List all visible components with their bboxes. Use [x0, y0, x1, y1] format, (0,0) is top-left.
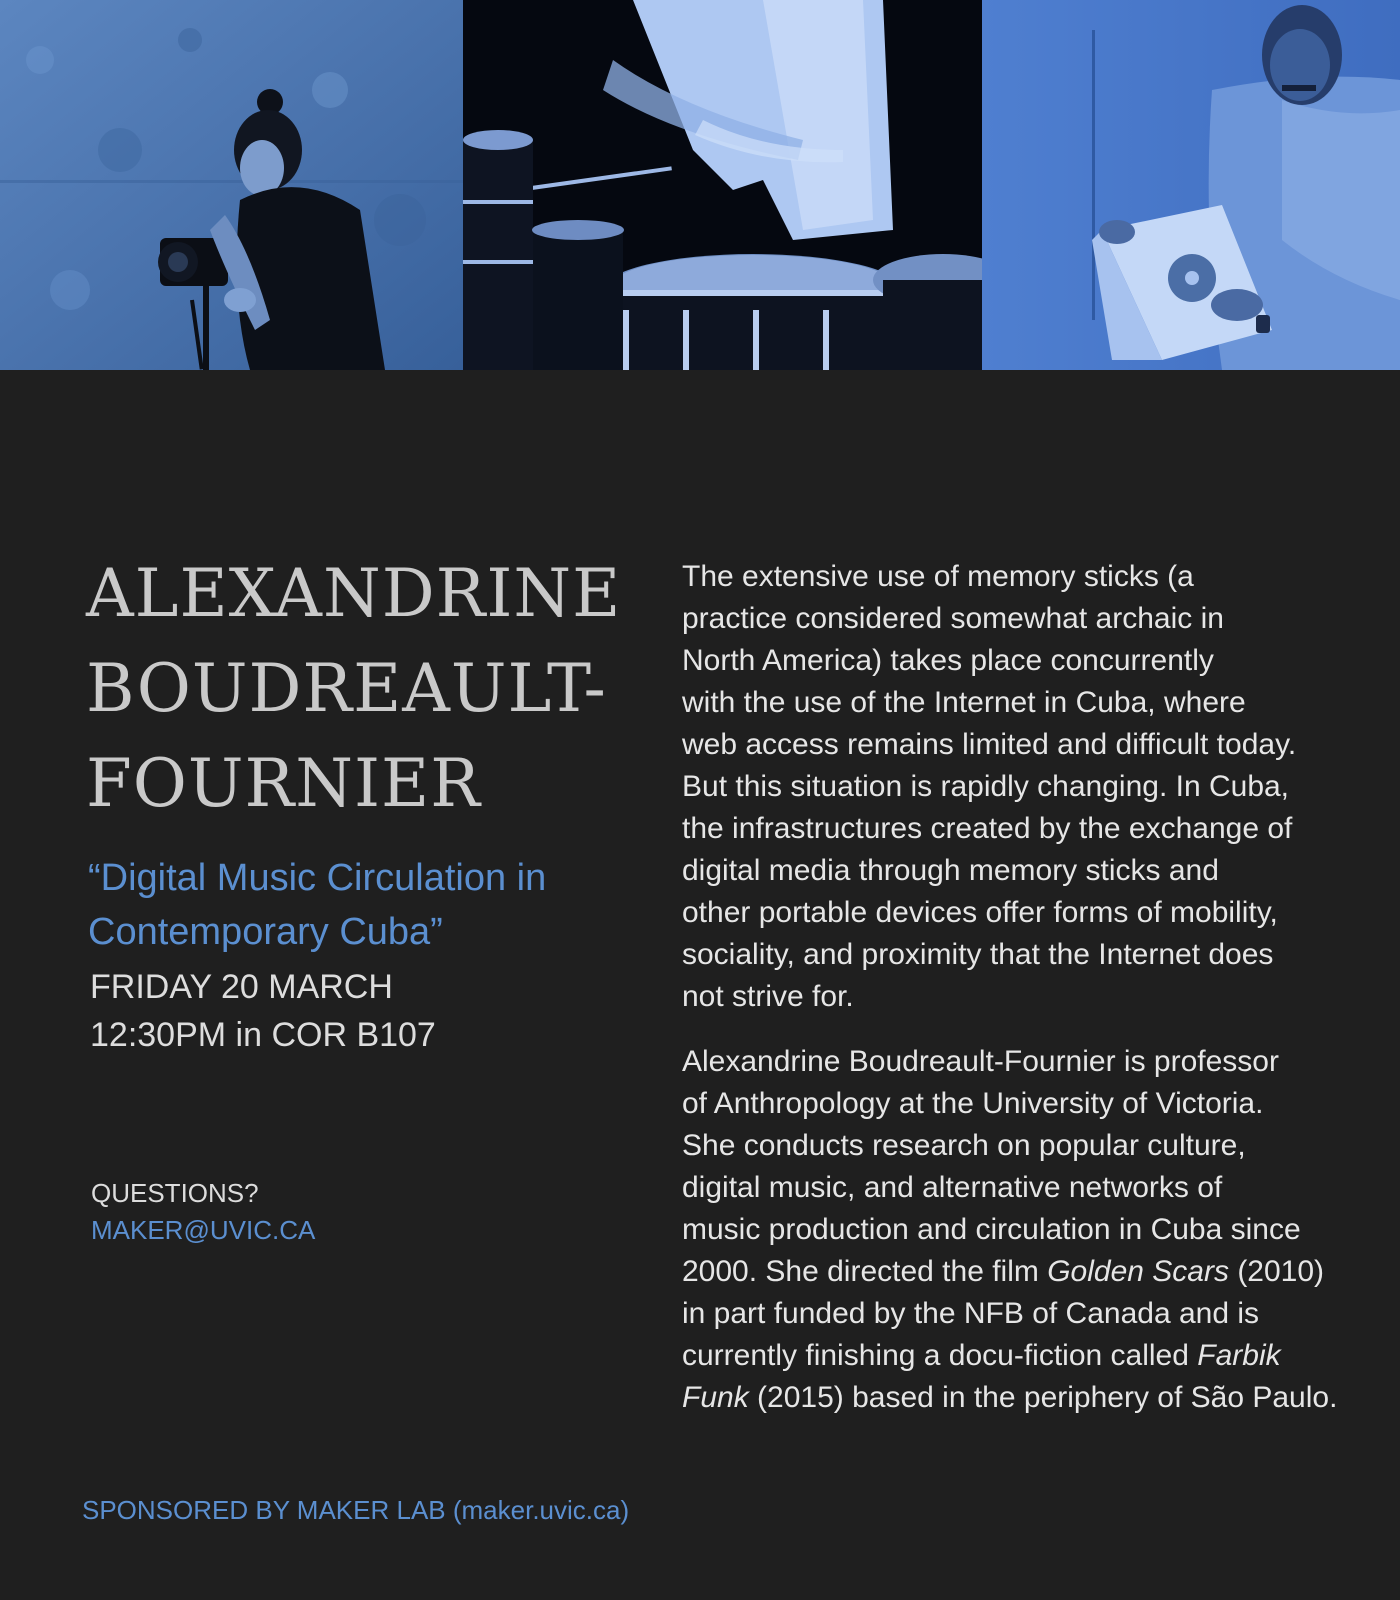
photographer-image	[0, 0, 463, 370]
abstract-line: digital media through memory sticks and	[682, 854, 1219, 887]
abstract-line: But this situation is rapidly changing. In Cuba,	[682, 770, 1290, 803]
photo-strip	[0, 0, 1400, 370]
abstract-line: with the use of the Internet in Cuba, where	[682, 686, 1246, 719]
event-date: FRIDAY 20 MARCH	[90, 968, 393, 1006]
event-time-location: 12:30PM in COR B107	[90, 1016, 436, 1054]
abstract-line: web access remains limited and difficult today.	[682, 728, 1297, 761]
abstract-line: the infrastructures created by the exchange of	[682, 812, 1293, 845]
questions-label: QUESTIONS?	[91, 1178, 259, 1208]
abstract-line: practice considered somewhat archaic in	[682, 602, 1224, 635]
speaker-name-line-3: FOURNIER	[86, 745, 481, 822]
drummer-photo	[463, 0, 982, 370]
bio-line: music production and circulation in Cuba since	[682, 1213, 1301, 1246]
record-sleeve-photo	[982, 0, 1400, 370]
photographer-photo	[0, 0, 463, 370]
event-details	[90, 963, 610, 1059]
abstract-line: not strive for.	[682, 980, 854, 1013]
bio-line: in part funded by the NFB of Canada and is	[682, 1297, 1260, 1330]
talk-title	[88, 851, 648, 959]
talk-title-line-2: Contemporary Cuba”	[88, 911, 443, 953]
bio-paragraph	[682, 1041, 1382, 1419]
abstract-line: North America) takes place concurrently	[682, 644, 1214, 677]
speaker-name-line-1: ALEXANDRINE	[86, 555, 622, 632]
bio-line: of Anthropology at the University of Victoria.	[682, 1087, 1264, 1120]
speaker-name	[86, 546, 646, 831]
drummer-image	[463, 0, 982, 370]
bio-text: (2010)	[1228, 1255, 1325, 1288]
bio-text: currently finishing a docu-fiction called	[682, 1339, 1198, 1372]
film-title-farbik: Farbik	[1197, 1339, 1281, 1372]
bio-line	[682, 1377, 1382, 1419]
abstract-line: other portable devices offer forms of mobility,	[682, 896, 1278, 929]
bio-line: digital music, and alternative networks of	[682, 1171, 1223, 1204]
abstract-line: sociality, and proximity that the Internet does	[682, 938, 1274, 971]
speaker-name-line-2: BOUDREAULT-	[86, 650, 607, 727]
abstract-paragraph	[682, 556, 1382, 1018]
film-title-golden-scars: Golden Scars	[1047, 1255, 1229, 1288]
sponsor-line: SPONSORED BY MAKER LAB (maker.uvic.ca)	[82, 1495, 630, 1525]
abstract-line: The extensive use of memory sticks (a	[682, 560, 1194, 593]
contact-block	[91, 1175, 315, 1249]
talk-title-line-1: “Digital Music Circulation in	[88, 857, 547, 899]
contact-email-link[interactable]: MAKER@UVIC.CA	[91, 1215, 316, 1245]
bio-line: Alexandrine Boudreault-Fournier is professor	[682, 1045, 1279, 1078]
record-sleeve-image	[982, 0, 1400, 370]
film-title-funk: Funk	[682, 1381, 749, 1414]
bio-line: She conducts research on popular culture,	[682, 1129, 1246, 1162]
bio-line	[682, 1335, 1382, 1377]
bio-line	[682, 1251, 1382, 1293]
bio-text: (2015) based in the periphery of São Paulo.	[748, 1381, 1338, 1414]
bio-text: 2000. She directed the film	[682, 1255, 1048, 1288]
talk-description	[682, 556, 1382, 1442]
